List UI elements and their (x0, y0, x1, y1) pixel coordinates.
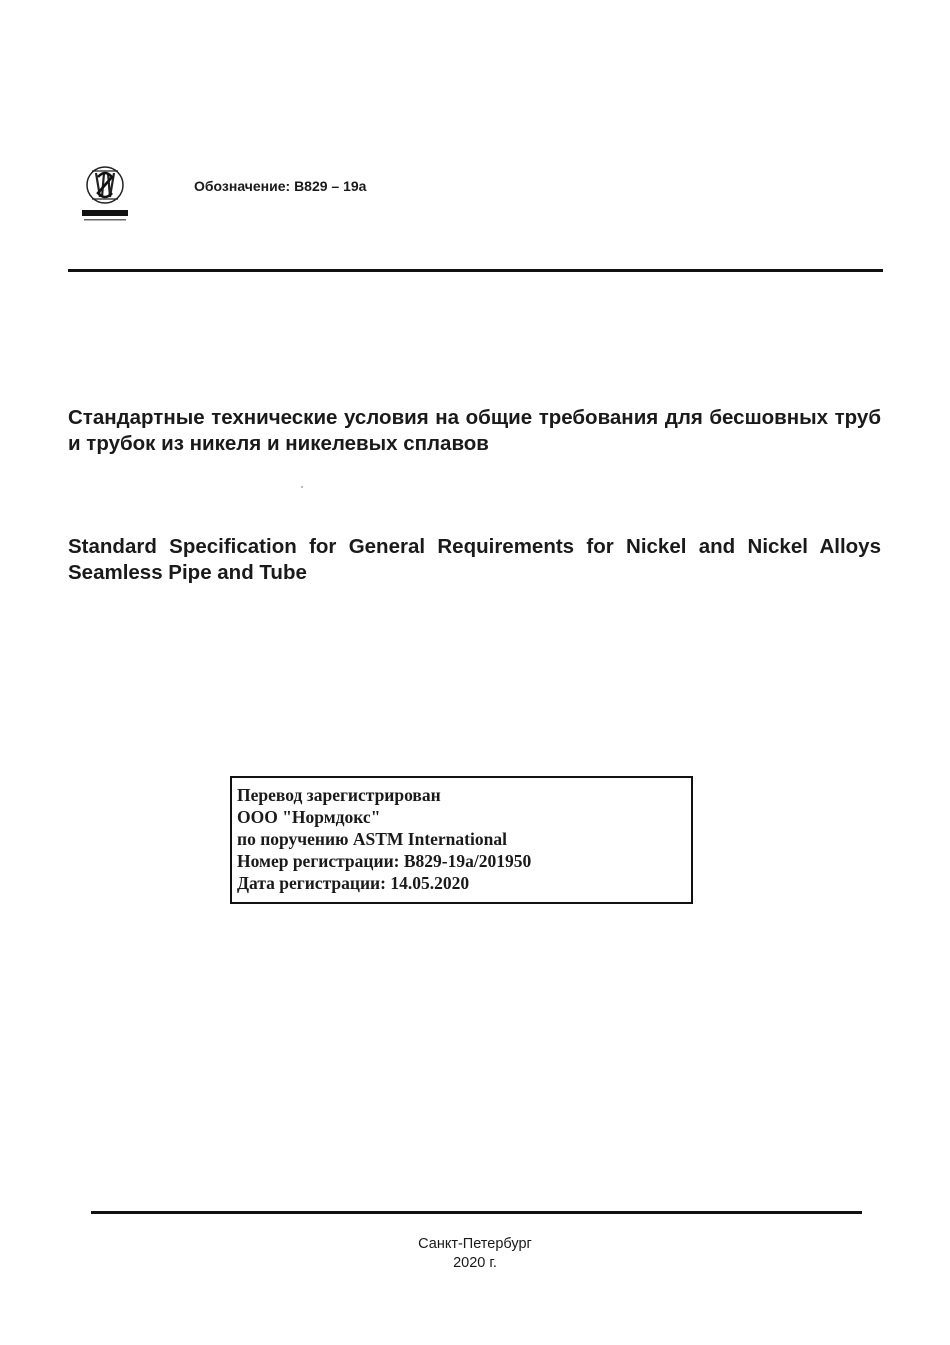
registration-line: Номер регистрации: B829-19a/201950 (237, 851, 532, 871)
astm-logo (78, 163, 132, 223)
footer-year: 2020 г. (453, 1255, 497, 1271)
header-divider (68, 269, 883, 272)
registration-box (230, 776, 693, 904)
footer-city: Санкт-Петербург (418, 1236, 532, 1252)
title-english: Standard Specification for General Requirements for Nickel and Nickel Alloys Seamless Pipe and Tube (68, 535, 881, 584)
title-russian: Стандартные технические условия на общие требования для бесшовных труб и трубок из никеля и никелевых сплавов (68, 406, 881, 455)
footer-divider (91, 1211, 862, 1214)
registration-line: Перевод зарегистрирован (237, 785, 441, 805)
registration-line: ООО "Нормдокс" (237, 807, 381, 827)
registration-line: по поручению ASTM International (237, 829, 507, 849)
registration-line: Дата регистрации: 14.05.2020 (237, 873, 470, 893)
stray-mark (301, 486, 303, 488)
designation: Обозначение: B829 – 19a (194, 178, 367, 194)
